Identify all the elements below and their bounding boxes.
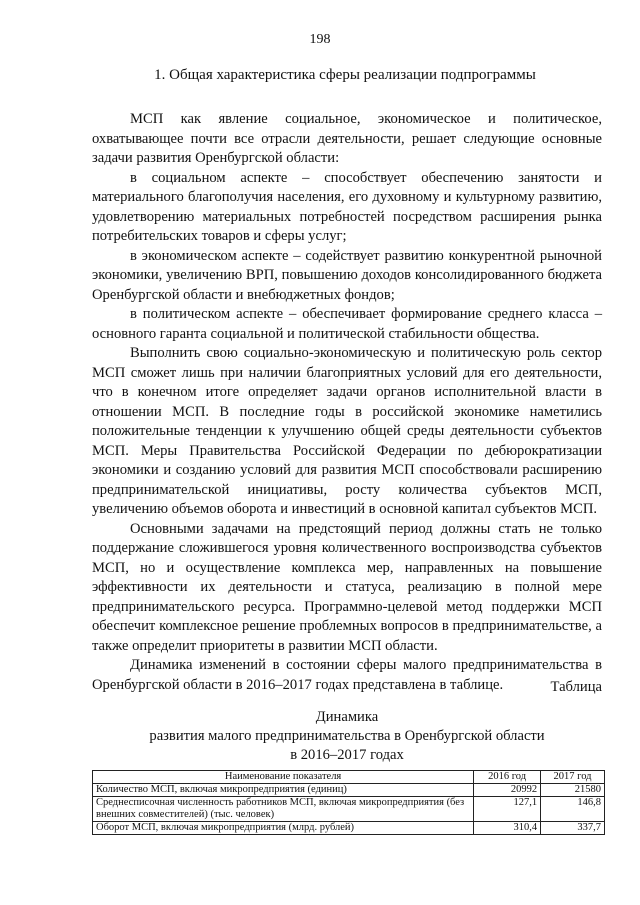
header-2017: 2017 год xyxy=(541,771,605,784)
dynamics-table xyxy=(92,770,605,835)
header-indicator-name: Наименование показателя xyxy=(93,771,474,784)
table-title xyxy=(92,708,602,765)
paragraph-dynamics: Динамика изменений в состоянии сферы малого предпринимательства в Оренбургской области в 2016–2017 годах представлена в таблице. xyxy=(92,657,602,693)
section-title: 1. Общая характеристика сферы реализации подпрограммы xyxy=(154,67,536,83)
paragraph-role: Выполнить свою социально-экономическую и политическую роль сектор МСП сможет лишь при наличии благоприятных условий для его деятельности, что в конечном итоге определяет задачи органов исполнительной власти в отношении МСП. В последние годы в российской экономике наметились положительные тенденции к улучшению общей среды деятельности субъектов МСП. Меры Правительства Российской Федерации по дебюрократизации экономики и созданию условий для развития МСП способствовали расширению предпринимательской инициативы, росту количества субъектов МСП, увеличению объемов оборота и инвестиций в основной капитал субъектов МСП. xyxy=(92,345,602,517)
paragraph-tasks: Основными задачами на предстоящий период должны стать не только поддержание сложившегося уровня количественного воспроизводства субъектов МСП, но и осуществление комплекса мер, направленных на повышение эффективности их деятельности и статуса, реализацию в полной мере предпринимательского ресурса. Программно-целевой метод поддержки МСП обеспечит комплексное решение проблемных вопросов в предпринимательстве, а также определит приоритеты в развитии МСП области. xyxy=(92,520,602,654)
table-header-row xyxy=(93,771,605,784)
cell-2016: 310,4 xyxy=(474,822,541,835)
cell-2017: 21580 xyxy=(541,784,605,797)
table-row xyxy=(93,822,605,835)
paragraph-political-aspect: в политическом аспекте – обеспечивает формирование среднего класса – основного гаранта социальной и политической стабильности общества. xyxy=(92,306,602,342)
cell-indicator: Количество МСП, включая микропредприятия (единиц) xyxy=(93,784,474,797)
cell-2016: 20992 xyxy=(474,784,541,797)
cell-indicator: Среднесписочная численность работников МСП, включая микропредприятия (без внешних совместителей) (тыс. человек) xyxy=(93,797,474,822)
table-caption: Таблица xyxy=(550,679,602,695)
cell-2017: 146,8 xyxy=(541,797,605,822)
table-title-line: Динамика xyxy=(315,709,379,725)
header-2016: 2016 год xyxy=(474,771,541,784)
cell-2017: 337,7 xyxy=(541,822,605,835)
paragraph-social-aspect: в социальном аспекте – способствует обеспечению занятости и материального благополучия населения, его духовному и культурному развитию, удовлетворению материальных потребностей посредством расширения рынка потребительских товаров и сферы услуг; xyxy=(92,169,602,244)
table-title-line: развития малого предпринимательства в Оренбургской области xyxy=(149,728,545,744)
table-title-line: в 2016–2017 годах xyxy=(290,747,404,763)
paragraph-intro: МСП как явление социальное, экономическое и политическое, охватывающее почти все отрасли деятельности, решает следующие основные задачи развития Оренбургской области: xyxy=(92,111,602,166)
body-text xyxy=(92,110,602,695)
cell-2016: 127,1 xyxy=(474,797,541,822)
table-row xyxy=(93,784,605,797)
table-row xyxy=(93,797,605,822)
paragraph-economic-aspect: в экономическом аспекте – содействует развитию конкурентной рыночной экономики, увеличению ВРП, повышению доходов консолидированного бюджета Оренбургской области и внебюджетных фондов; xyxy=(92,247,602,303)
page-number: 198 xyxy=(309,32,331,47)
cell-indicator: Оборот МСП, включая микропредприятия (млрд. рублей) xyxy=(93,822,474,835)
